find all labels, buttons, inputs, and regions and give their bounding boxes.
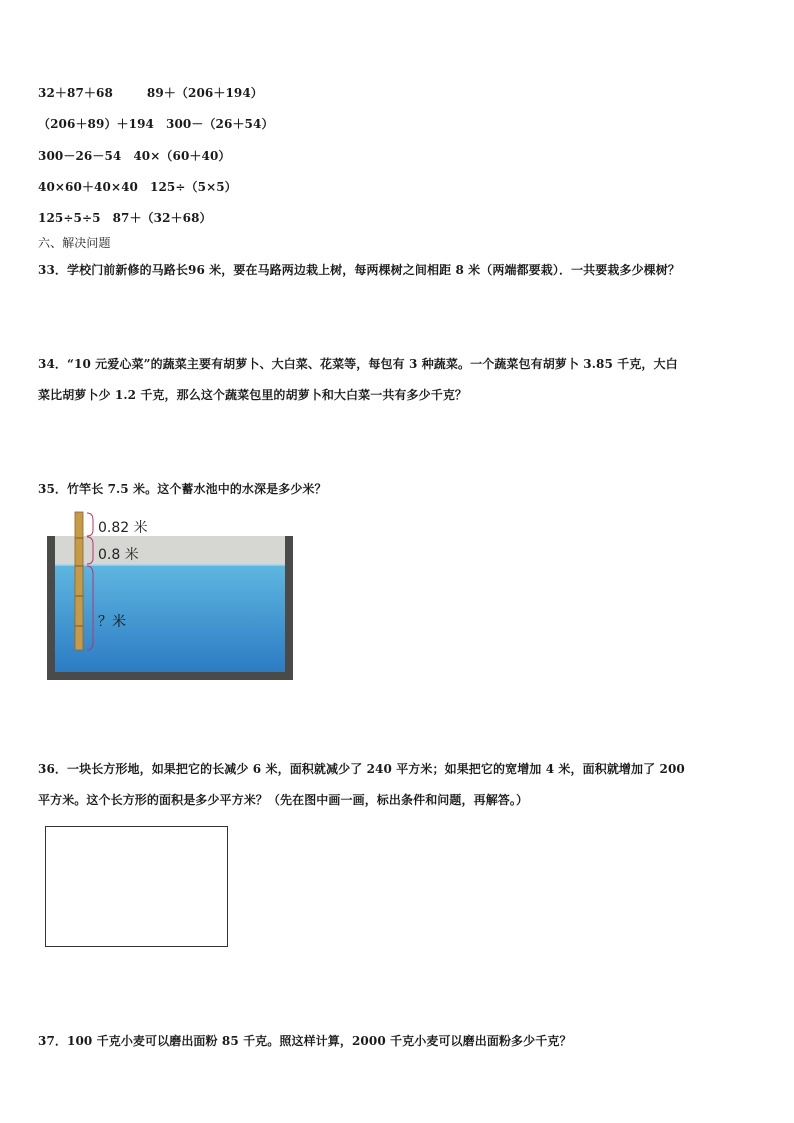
question-36-line-1: 36．一块长方形地，如果把它的长减少 6 米，面积就减少了 240 平方米；如果把它的宽增加 4 米，面积就增加了 200: [38, 762, 685, 776]
calc-row-2: [38, 115, 274, 132]
calc-expr: 125÷5÷5: [38, 211, 101, 225]
calc-row-1: [38, 84, 263, 101]
question-37: 37．100 千克小麦可以磨出面粉 85 千克。照这样计算，2000 千克小麦可以磨出面粉多少千克？: [38, 1034, 572, 1048]
question-33: 33．学校门前新修的马路长96 米，要在马路两边栽上树，每两棵树之间相距 8 米（两端都要栽）．一共要栽多少棵树？: [38, 263, 680, 277]
calc-expr: 89＋（206＋194）: [146, 86, 263, 100]
calc-row-5: [38, 209, 212, 226]
calc-expr: 125÷（5×5）: [150, 180, 237, 194]
calc-expr: 87＋（32＋68）: [112, 211, 212, 225]
label-water-depth: ？米: [98, 614, 126, 630]
question-34-line-2: 菜比胡萝卜少 1.2 千克，那么这个蔬菜包里的胡萝卜和大白菜一共有多少千克？: [38, 388, 468, 402]
water-tank-figure: [47, 508, 293, 680]
calc-expr: 300－（26＋54）: [166, 117, 274, 131]
tank-air-space: [55, 536, 285, 565]
question-34-line-1: 34．“10 元爱心菜”的蔬菜主要有胡萝卜、大白菜、花菜等，每包有 3 种蔬菜。一个蔬菜包有胡萝卜 3.85 千克，大白: [38, 357, 678, 371]
rectangle-drawing-area[interactable]: [45, 826, 228, 947]
question-36-line-2: 平方米。这个长方形的面积是多少平方米？（先在图中画一画，标出条件和问题，再解答。）: [38, 793, 529, 807]
calc-expr: 300－26－54: [38, 149, 122, 163]
calc-expr: 40×（60＋40）: [133, 149, 231, 163]
label-0-8: 0.8 米: [98, 547, 139, 563]
calc-expr: 40×60＋40×40: [38, 180, 139, 194]
calc-row-3: [38, 147, 231, 164]
section-title: 六、解决问题: [38, 236, 111, 250]
bamboo-pole: [75, 512, 83, 650]
calc-row-4: [38, 178, 237, 195]
question-35: 35．竹竿长 7.5 米。这个蓄水池中的水深是多少米？: [38, 482, 327, 496]
label-0-82: 0.82 米: [98, 520, 148, 536]
calc-expr: 32＋87＋68: [38, 86, 113, 100]
tank-water: [55, 565, 285, 672]
water-tank-svg: [47, 508, 293, 680]
calc-expr: （206＋89）＋194: [38, 117, 154, 131]
